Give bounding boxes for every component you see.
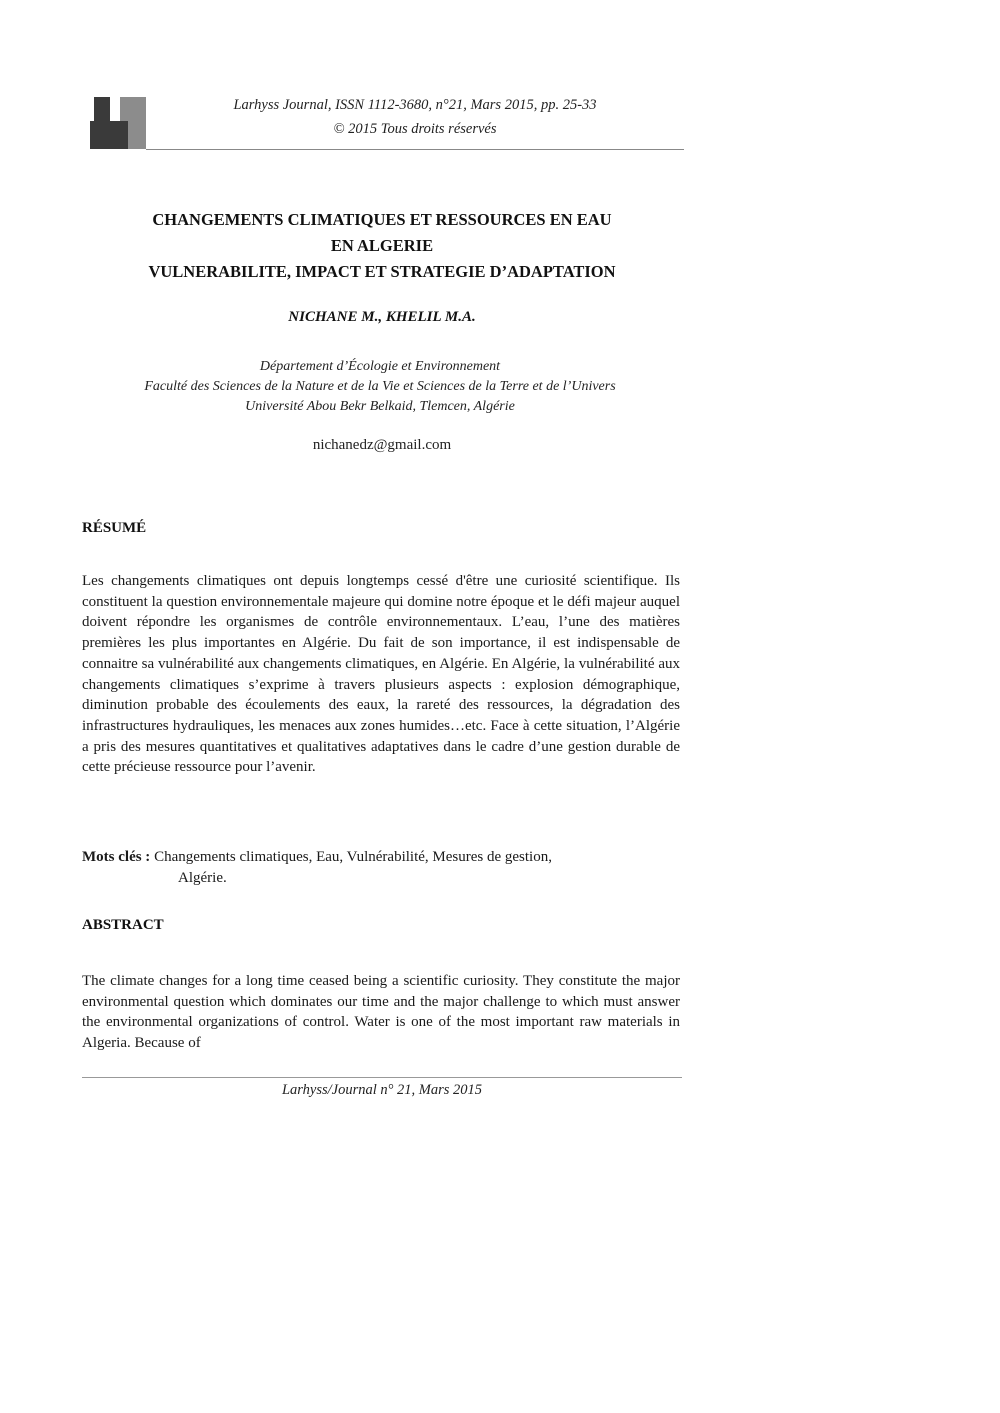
resume-body: Les changements climatiques ont depuis longtemps cessé d'être une curiosité scientifique. Ils constituent la question environnementale majeure qui domine notre époque et le défi majeur auquel doivent répondre les organismes de contrôle environnementaux. L’eau, l’une des matières premières les plus importantes en Algérie. Du fait de son importance, il est indispensable de connaitre sa vulnérabilité aux changements climatiques, en Algérie. En Algérie, la vulnérabilité aux changements climatiques s’exprime à travers plusieurs aspects : explosion démographique, diminution probable des écoulements des eaux, la rareté des ressources, la dégradation des infrastructures hydrauliques, les menaces aux zones humides…etc. Face à cette situation, l’Algérie a pris des mesures quantitatives et qualitatives adaptatives dans le cadre d’une gestion durable de cette précieuse ressource pour l’avenir. bbox=[82, 573, 680, 776]
authors: NICHANE M., KHELIL M.A. bbox=[288, 309, 476, 325]
journal-logo-icon bbox=[90, 97, 146, 149]
title-line-3: VULNERABILITE, IMPACT ET STRATEGIE D’ADAPTATION bbox=[148, 262, 616, 281]
keywords-label: Mots clés : bbox=[82, 849, 151, 865]
abstract-heading: ABSTRACT bbox=[82, 917, 164, 933]
keywords bbox=[82, 847, 682, 889]
affiliation-department: Département d’Écologie et Environnement bbox=[259, 359, 501, 374]
keywords-list: Changements climatiques, Eau, Vulnérabilité, Mesures de gestion, bbox=[154, 849, 552, 865]
affiliation-faculty: Faculté des Sciences de la Nature et de la Vie et Sciences de la Terre et de l’Univers bbox=[144, 379, 616, 394]
keywords-line-2: Algérie. bbox=[178, 870, 227, 886]
article-title bbox=[82, 207, 682, 285]
logo-dark-bar bbox=[94, 97, 110, 135]
journal-header bbox=[160, 93, 670, 141]
keywords-line-1 bbox=[82, 847, 682, 868]
journal-citation: Larhyss Journal, ISSN 1112-3680, n°21, Mars 2015, pp. 25-33 bbox=[233, 97, 597, 113]
page-footer: Larhyss/Journal n° 21, Mars 2015 bbox=[281, 1082, 483, 1098]
author-email: nichanedz@gmail.com bbox=[312, 437, 452, 453]
footer-divider bbox=[82, 1077, 682, 1078]
title-line-2: EN ALGERIE bbox=[330, 236, 434, 255]
title-line-1: CHANGEMENTS CLIMATIQUES ET RESSOURCES EN EAU bbox=[152, 210, 612, 229]
header-divider bbox=[146, 149, 684, 150]
affiliation-university: Université Abou Bekr Belkaid, Tlemcen, Algérie bbox=[245, 399, 515, 414]
resume-heading: RÉSUMÉ bbox=[82, 520, 147, 536]
abstract-body: The climate changes for a long time ceased being a scientific curiosity. They constitute the major environmental question which dominates our time and the major challenge to which must answer the environmental organizations of control. Water is one of the most important raw materials in Algeria. Because of bbox=[82, 973, 680, 1052]
copyright-line: © 2015 Tous droits réservés bbox=[333, 121, 497, 137]
affiliation bbox=[60, 357, 700, 417]
